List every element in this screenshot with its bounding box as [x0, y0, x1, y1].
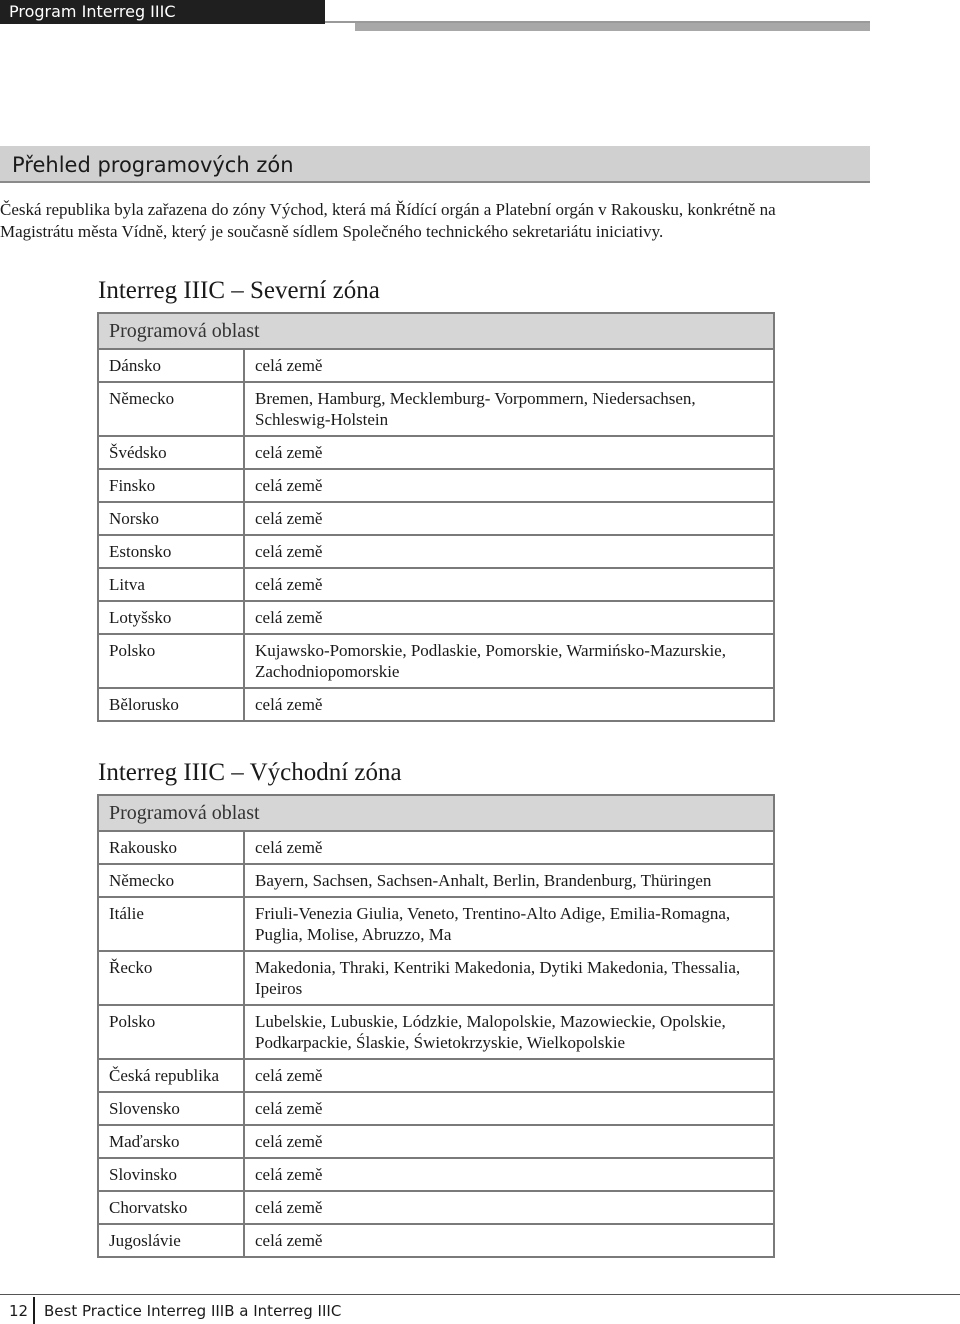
footer-rule — [0, 1294, 960, 1295]
table-row — [98, 1158, 774, 1191]
region-cell: Bremen, Hamburg, Mecklemburg- Vorpommern, Niedersachsen, Schleswig-Holstein — [244, 382, 774, 436]
region-cell: Bayern, Sachsen, Sachsen-Anhalt, Berlin, Brandenburg, Thüringen — [244, 864, 774, 897]
region-cell: Lubelskie, Lubuskie, Lódzkie, Malopolskie, Mazowieckie, Opolskie, Podkarpackie, Ślaskie, Świetokrzyskie, Wielkopolskie — [244, 1005, 774, 1059]
country-cell: Dánsko — [98, 349, 244, 382]
region-cell: celá země — [244, 1059, 774, 1092]
country-cell: Slovinsko — [98, 1158, 244, 1191]
east-zone-title: Interreg IIIC – Východní zóna — [98, 759, 402, 786]
country-cell: Norsko — [98, 502, 244, 535]
table-row — [98, 349, 774, 382]
table-row — [98, 831, 774, 864]
east-zone-table-header: Programová oblast — [98, 795, 774, 831]
section-title: Přehled programových zón — [0, 146, 870, 183]
table-row — [98, 1059, 774, 1092]
country-cell: Jugoslávie — [98, 1224, 244, 1257]
table-row — [98, 1191, 774, 1224]
north-zone-title: Interreg IIIC – Severní zóna — [98, 277, 380, 304]
table-row — [98, 1005, 774, 1059]
country-cell: Chorvatsko — [98, 1191, 244, 1224]
country-cell: Německo — [98, 382, 244, 436]
region-cell: Makedonia, Thraki, Kentriki Makedonia, Dytiki Makedonia, Thessalia, Ipeiros — [244, 951, 774, 1005]
region-cell: celá země — [244, 568, 774, 601]
country-cell: Švédsko — [98, 436, 244, 469]
region-cell: celá země — [244, 1125, 774, 1158]
region-cell: celá země — [244, 436, 774, 469]
table-row — [98, 436, 774, 469]
header-tab-title: Program Interreg IIIC — [0, 0, 325, 24]
country-cell: Finsko — [98, 469, 244, 502]
region-cell: celá země — [244, 688, 774, 721]
table-row — [98, 502, 774, 535]
footer-separator — [33, 1297, 35, 1324]
east-zone-table — [97, 794, 775, 1258]
region-cell: celá země — [244, 502, 774, 535]
table-row — [98, 634, 774, 688]
table-row — [98, 1125, 774, 1158]
region-cell: celá země — [244, 1191, 774, 1224]
north-zone-table — [97, 312, 775, 722]
country-cell: Polsko — [98, 634, 244, 688]
country-cell: Polsko — [98, 1005, 244, 1059]
page-number: 12 — [9, 1302, 29, 1320]
country-cell: Litva — [98, 568, 244, 601]
table-row — [98, 601, 774, 634]
region-cell: celá země — [244, 1092, 774, 1125]
north-zone-table-header: Programová oblast — [98, 313, 774, 349]
footer-text: Best Practice Interreg IIIB a Interreg IIIC — [44, 1302, 342, 1320]
table-row — [98, 951, 774, 1005]
table-row — [98, 568, 774, 601]
table-row — [98, 1092, 774, 1125]
region-cell: celá země — [244, 1158, 774, 1191]
region-cell: celá země — [244, 469, 774, 502]
region-cell: Kujawsko-Pomorskie, Podlaskie, Pomorskie, Warmińsko-Mazurskie, Zachodniopomorskie — [244, 634, 774, 688]
table-row — [98, 1224, 774, 1257]
country-cell: Lotyšsko — [98, 601, 244, 634]
country-cell: Rakousko — [98, 831, 244, 864]
table-row — [98, 688, 774, 721]
country-cell: Slovensko — [98, 1092, 244, 1125]
region-cell: celá země — [244, 535, 774, 568]
country-cell: Německo — [98, 864, 244, 897]
table-row — [98, 382, 774, 436]
country-cell: Maďarsko — [98, 1125, 244, 1158]
intro-paragraph: Česká republika byla zařazena do zóny Východ, která má Řídící orgán a Platební orgán v Rakousku, konkrétně na Magistrátu města Vídně, který je současně sídlem Společného technického sekretariátu iniciativy. — [0, 200, 776, 241]
country-cell: Česká republika — [98, 1059, 244, 1092]
region-cell: celá země — [244, 831, 774, 864]
country-cell: Bělorusko — [98, 688, 244, 721]
country-cell: Itálie — [98, 897, 244, 951]
country-cell: Estonsko — [98, 535, 244, 568]
table-row — [98, 897, 774, 951]
region-cell: celá země — [244, 349, 774, 382]
table-row — [98, 535, 774, 568]
region-cell: Friuli-Venezia Giulia, Veneto, Trentino-Alto Adige, Emilia-Romagna, Puglia, Molise, Abruzzo, Ma — [244, 897, 774, 951]
header-rule-bar — [355, 23, 870, 31]
region-cell: celá země — [244, 601, 774, 634]
table-row — [98, 469, 774, 502]
region-cell: celá země — [244, 1224, 774, 1257]
table-row — [98, 864, 774, 897]
country-cell: Řecko — [98, 951, 244, 1005]
